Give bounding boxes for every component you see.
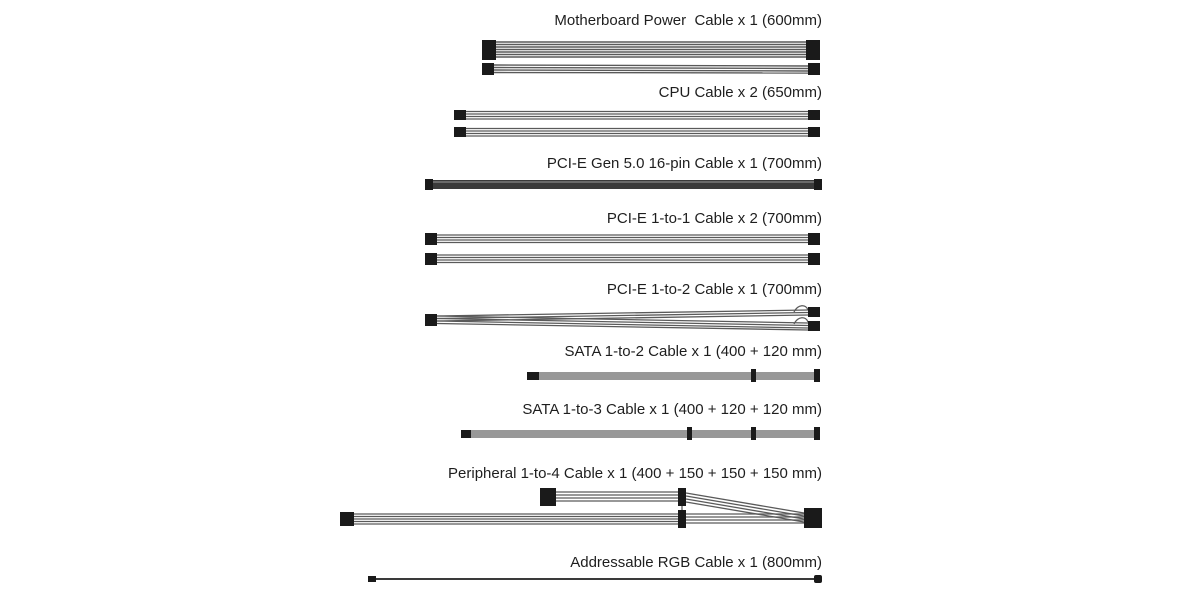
cable-cpu-icon	[454, 110, 820, 137]
label-sata-1to2: SATA 1-to-2 Cable x 1 (400 + 120 mm)	[564, 343, 822, 360]
label-pcie-1to2: PCI-E 1-to-2 Cable x 1 (700mm)	[606, 281, 822, 298]
label-cpu: CPU Cable x 2 (650mm)	[658, 84, 822, 101]
label-pcie-gen5: PCI-E Gen 5.0 16-pin Cable x 1 (700mm)	[546, 155, 822, 172]
cable-sata-1to3-icon	[461, 427, 820, 440]
label-sata-1to3: SATA 1-to-3 Cable x 1 (400 + 120 + 120 mm)	[522, 401, 822, 418]
cable-sata-1to2-icon	[527, 369, 820, 382]
label-pcie-1to1: PCI-E 1-to-1 Cable x 2 (700mm)	[606, 210, 822, 227]
cable-peripheral-1to4-icon	[340, 488, 822, 528]
label-peripheral-1to4: Peripheral 1-to-4 Cable x 1 (400 + 150 + 150 + 150 mm)	[448, 465, 822, 482]
label-motherboard-power: Motherboard Power Cable x 1 (600mm)	[554, 12, 822, 29]
cable-pcie-gen5-icon	[425, 179, 822, 190]
cable-pcie-1to2-icon	[425, 306, 820, 331]
cable-argb-icon	[368, 575, 822, 583]
cable-pcie-1to1-icon	[425, 233, 820, 265]
cable-motherboard-power-icon	[482, 40, 820, 75]
label-argb: Addressable RGB Cable x 1 (800mm)	[570, 554, 822, 571]
